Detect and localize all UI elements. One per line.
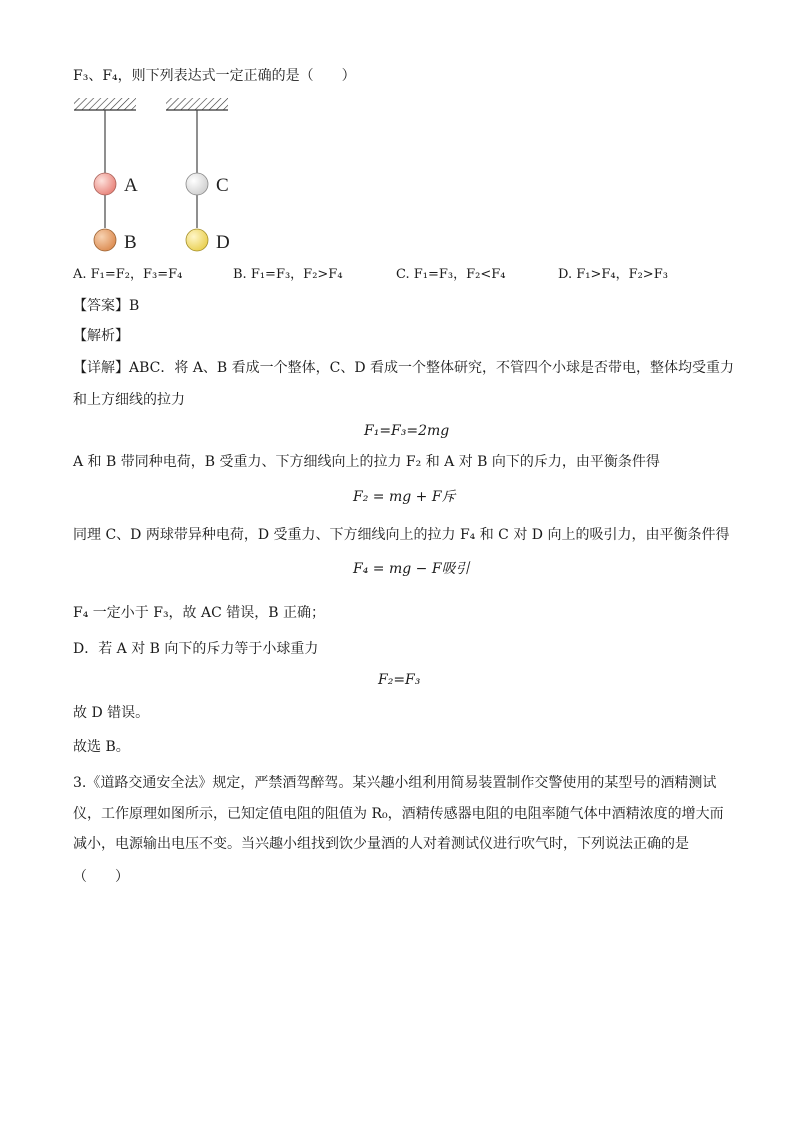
question-3-line-1: 3.《道路交通安全法》规定，严禁酒驾醉驾。某兴趣小组利用简易装置制作交警使用的某型号的酒精测试: [73, 775, 717, 791]
question-3-line-2: 仪，工作原理如图所示，已知定值电阻的阻值为 R₀，酒精传感器电阻的电阻率随气体中酒精浓度的增大而: [73, 806, 724, 822]
conclusion-line: F₄ 一定小于 F₃，故 AC 错误，B 正确；: [73, 605, 326, 621]
detail-line-1: 【详解】ABC．将 A、B 看成一个整体，C、D 看成一个整体研究，不管四个小球是否带电，整体均受重力: [73, 360, 735, 376]
question-tail: F₃、F₄，则下列表达式一定正确的是（ ）: [73, 68, 356, 84]
d-wrong-line: 故 D 错误。: [73, 705, 150, 721]
ball-d: [186, 229, 208, 251]
ceiling-right: [166, 98, 228, 110]
ab-line: A 和 B 带同种电荷，B 受重力、下方细线向上的拉力 F₂ 和 A 对 B 向下的斥力，由平衡条件得: [73, 454, 660, 470]
equation-3: F₄ = mg − F吸引: [353, 561, 470, 577]
option-d: D. F₁>F₄，F₂>F₃: [558, 267, 668, 282]
ball-label-c: C: [216, 175, 229, 196]
question-3-line-3: 减小，电源输出电压不变。当兴趣小组找到饮少量酒的人对着测试仪进行吹气时，下列说法正确的是: [73, 836, 689, 852]
ball-label-b: B: [124, 232, 137, 253]
hanging-balls-figure: [70, 93, 270, 258]
question-3-line-4: （ ）: [73, 869, 129, 885]
option-b: B. F₁=F₃，F₂>F₄: [233, 267, 343, 282]
equation-1: F₁=F₃=2mg: [364, 423, 450, 439]
equation-4: F₂=F₃: [378, 672, 421, 688]
equation-2: F₂ = mg + F斥: [353, 489, 456, 505]
ball-label-d: D: [216, 232, 230, 253]
answer-line: 【答案】B: [73, 298, 140, 314]
option-d-analysis: D．若 A 对 B 向下的斥力等于小球重力: [73, 641, 319, 657]
ceiling-left: [74, 98, 136, 110]
choose-line: 故选 B。: [73, 739, 130, 755]
ball-b: [94, 229, 116, 251]
ball-a: [94, 173, 116, 195]
option-a: A. F₁=F₂，F₃=F₄: [73, 267, 183, 282]
ball-c: [186, 173, 208, 195]
analysis-heading: 【解析】: [73, 328, 129, 344]
ball-label-a: A: [124, 175, 138, 196]
option-c: C. F₁=F₃，F₂<F₄: [396, 267, 506, 282]
detail-line-2: 和上方细线的拉力: [73, 392, 185, 408]
cd-line: 同理 C、D 两球带异种电荷，D 受重力、下方细线向上的拉力 F₄ 和 C 对 D 向上的吸引力，由平衡条件得: [73, 527, 730, 543]
